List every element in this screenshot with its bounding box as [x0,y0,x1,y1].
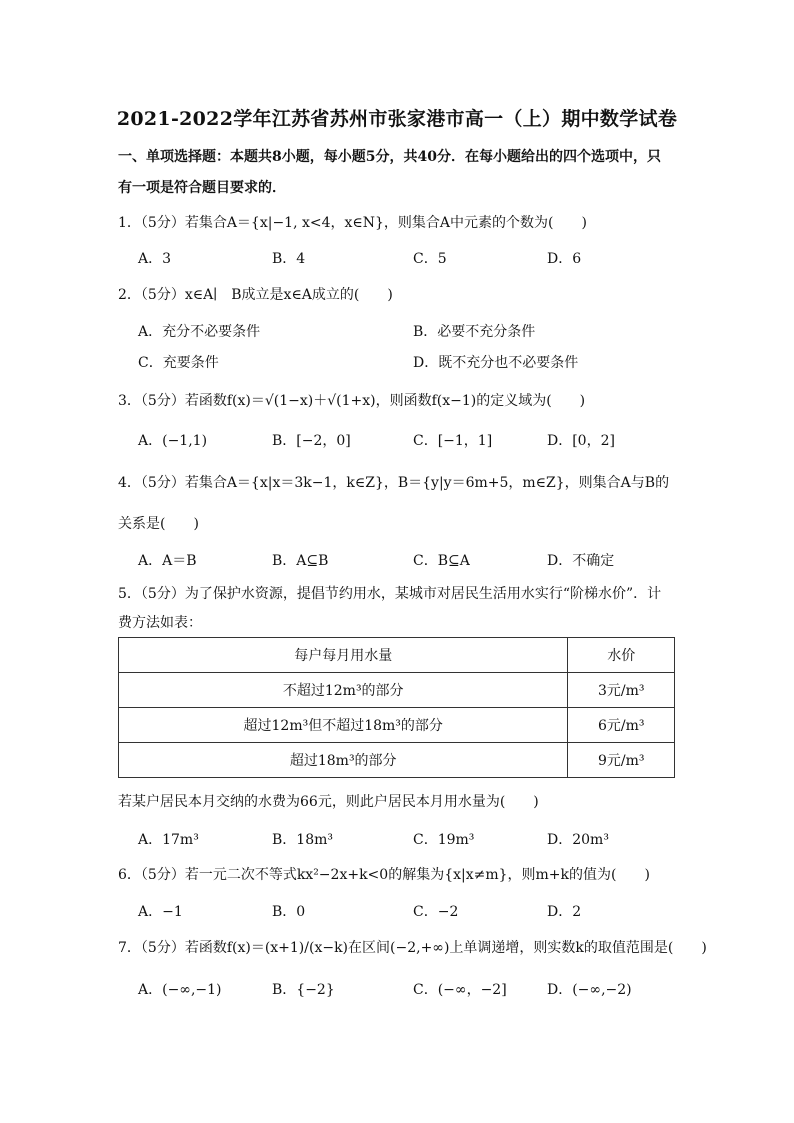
table-row [119,708,675,743]
question-4-option-c: C．B⊆A [413,553,470,569]
question-1-option-a: A．3 [138,251,172,267]
question-2-option-a: A．充分不必要条件 [138,324,261,340]
question-2-option-d: D．既不充分也不必要条件 [413,355,579,371]
question-4-option-b: B．A⊆B [272,553,329,569]
question-2-stem: 2．（5分）x∈A∣ B成立是x∈A成立的( ) [118,287,393,303]
question-6-option-c: C．−2 [413,904,459,920]
question-7-option-d: D．(−∞,−2) [547,982,632,998]
question-5-stem-line2: 费方法如表： [118,615,202,631]
water-fee-table [118,637,675,778]
question-5-stem-after: 若某户居民本月交纳的水费为66元，则此户居民本月用水量为( ) [118,794,539,810]
question-4-option-d: D．不确定 [547,553,615,569]
question-1-option-d: D．6 [547,251,582,267]
table-cell: 不超过12m³的部分 [119,673,568,708]
question-5-option-a: A．17m³ [138,832,199,848]
table-cell: 6元/m³ [568,708,675,743]
section-heading-line1: 一、单项选择题：本题共8小题，每小题5分，共40分．在每小题给出的四个选项中，只 [118,149,661,165]
table-cell: 超过18m³的部分 [119,743,568,778]
question-5-stem: 5．（5分）为了保护水资源，提倡节约用水，某城市对居民生活用水实行“阶梯水价”．计 [118,586,662,602]
question-1-stem: 1．（5分）若集合A＝{x|−1, x<4，x∈N}，则集合A中元素的个数为( ) [118,215,587,231]
table-cell: 9元/m³ [568,743,675,778]
question-3-option-b: B．[−2，0] [272,433,351,449]
table-cell: 3元/m³ [568,673,675,708]
question-1-option-b: B．4 [272,251,306,267]
question-5-option-d: D．20m³ [547,832,609,848]
question-3-option-a: A．(−1,1) [138,433,208,449]
question-5-option-b: B．18m³ [272,832,333,848]
question-6-option-d: D．2 [547,904,582,920]
question-6-option-a: A．−1 [138,904,183,920]
question-7-stem: 7．（5分）若函数f(x)＝(x+1)/(x−k)在区间(−2,+∞)上单调递增，则实数k的取值范围是( ) [118,940,707,956]
table-cell: 超过12m³但不超过18m³的部分 [119,708,568,743]
question-3-option-d: D．[0，2] [547,433,615,449]
question-6-stem: 6．（5分）若一元二次不等式kx²−2x+k<0的解集为{x|x≠m}，则m+k的值为( ) [118,867,650,883]
table-row [119,673,675,708]
table-row [119,743,675,778]
section-heading-line2: 有一项是符合题目要求的． [118,180,286,196]
question-3-stem: 3．（5分）若函数f(x)＝√(1−x)＋√(1+x)，则函数f(x−1)的定义域为( ) [118,393,586,409]
table-header-cell: 每户每月用水量 [119,638,568,673]
question-4-option-a: A．A＝B [138,553,197,569]
question-7-option-c: C．(−∞，−2] [413,982,507,998]
question-3-option-c: C．[−1，1] [413,433,493,449]
question-2-option-c: C．充要条件 [138,355,219,371]
question-5-option-c: C．19m³ [413,832,475,848]
question-4-stem-line2: 关系是( ) [118,516,199,532]
question-7-option-a: A．(−∞,−1) [138,982,222,998]
question-4-stem: 4．（5分）若集合A＝{x|x＝3k−1，k∈Z}，B＝{y|y＝6m+5，m∈Z}，则集合A与B的 [118,475,670,491]
question-1-option-c: C．5 [413,251,447,267]
exam-title: 2021-2022学年江苏省苏州市张家港市高一（上）期中数学试卷 [116,108,678,130]
table-header-row [119,638,675,673]
question-7-option-b: B．{−2} [272,982,335,998]
question-6-option-b: B．0 [272,904,306,920]
question-2-option-b: B．必要不充分条件 [413,324,536,340]
table-header-cell: 水价 [568,638,675,673]
